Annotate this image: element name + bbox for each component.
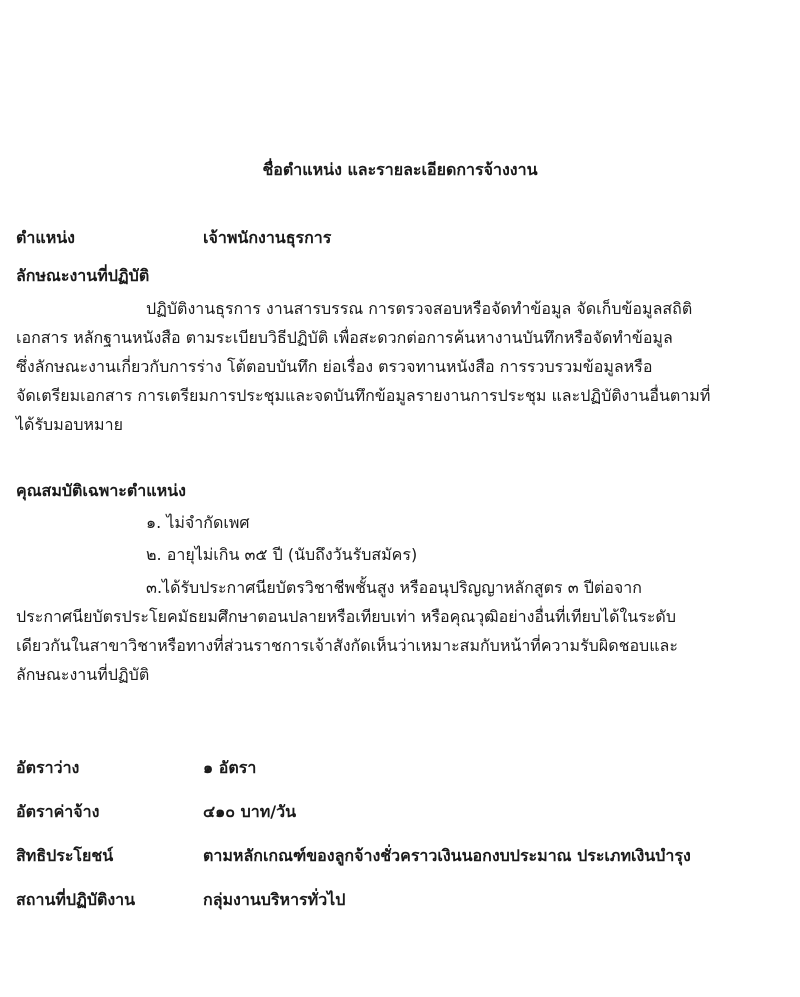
- duties-heading: ลักษณะงานที่ปฏิบัติ: [16, 266, 150, 285]
- benefits-label: สิทธิประโยชน์: [16, 846, 114, 865]
- benefits-value: ตามหลักเกณฑ์ของลูกจ้างชั่วคราวเงินนอกงบประมาณ ประเภทเงินบำรุง: [203, 846, 691, 865]
- qualification-item-2: ๒. อายุไม่เกิน ๓๕ ปี (นับถึงวันรับสมัคร): [146, 545, 418, 564]
- page-title: ชื่อตำแหน่ง และรายละเอียดการจ้างงาน: [262, 160, 538, 179]
- wage-label: อัตราค่าจ้าง: [16, 802, 100, 821]
- wage-value: ๔๑๐ บาท/วัน: [203, 802, 297, 821]
- workplace-value: กลุ่มงานบริหารทั่วไป: [203, 890, 346, 909]
- vacancy-value: ๑ อัตรา: [203, 758, 257, 777]
- qualifications-heading: คุณสมบัติเฉพาะตำแหน่ง: [16, 481, 186, 500]
- duties-paragraph: [16, 294, 786, 439]
- vacancy-label: อัตราว่าง: [16, 758, 80, 777]
- workplace-label: สถานที่ปฏิบัติงาน: [16, 890, 136, 909]
- duties-line: เอกสาร หลักฐานหนังสือ ตามระเบียบวิธีปฏิบัติ เพื่อสะดวกต่อการค้นหางานบันทึกหรือจัดทำข้อมูล: [16, 328, 673, 347]
- position-label: ตำแหน่ง: [16, 228, 75, 247]
- position-value: เจ้าพนักงานธุรการ: [203, 228, 332, 247]
- qualification-line: ๓.ได้รับประกาศนียบัตรวิชาชีพชั้นสูง หรืออนุปริญญาหลักสูตร ๓ ปีต่อจาก: [146, 578, 642, 597]
- qualification-line: เดียวกันในสาขาวิชาหรือทางที่ส่วนราชการเจ้าสังกัดเห็นว่าเหมาะสมกับหน้าที่ความรับผิดชอบและ: [16, 636, 678, 655]
- duties-line: ได้รับมอบหมาย: [16, 415, 123, 434]
- qualification-line: ประกาศนียบัตรประโยคมัธยมศึกษาตอนปลายหรือเทียบเท่า หรือคุณวุฒิอย่างอื่นที่เทียบได้ในระดับ: [16, 607, 676, 626]
- duties-line: ปฏิบัติงานธุรการ งานสารบรรณ การตรวจสอบหรือจัดทำข้อมูล จัดเก็บข้อมูลสถิติ: [146, 299, 693, 318]
- qualification-item-1: ๑. ไม่จำกัดเพศ: [146, 513, 250, 532]
- duties-line: จัดเตรียมเอกสาร การเตรียมการประชุมและจดบันทึกข้อมูลรายงานการประชุม และปฏิบัติงานอื่นตามที่: [16, 386, 711, 405]
- duties-line: ซึ่งลักษณะงานเกี่ยวกับการร่าง โต้ตอบบันทึก ย่อเรื่อง ตรวจทานหนังสือ การรวบรวมข้อมูลหรือ: [16, 357, 653, 376]
- qualification-line: ลักษณะงานที่ปฏิบัติ: [16, 665, 150, 684]
- qualification-item-3: [16, 573, 786, 689]
